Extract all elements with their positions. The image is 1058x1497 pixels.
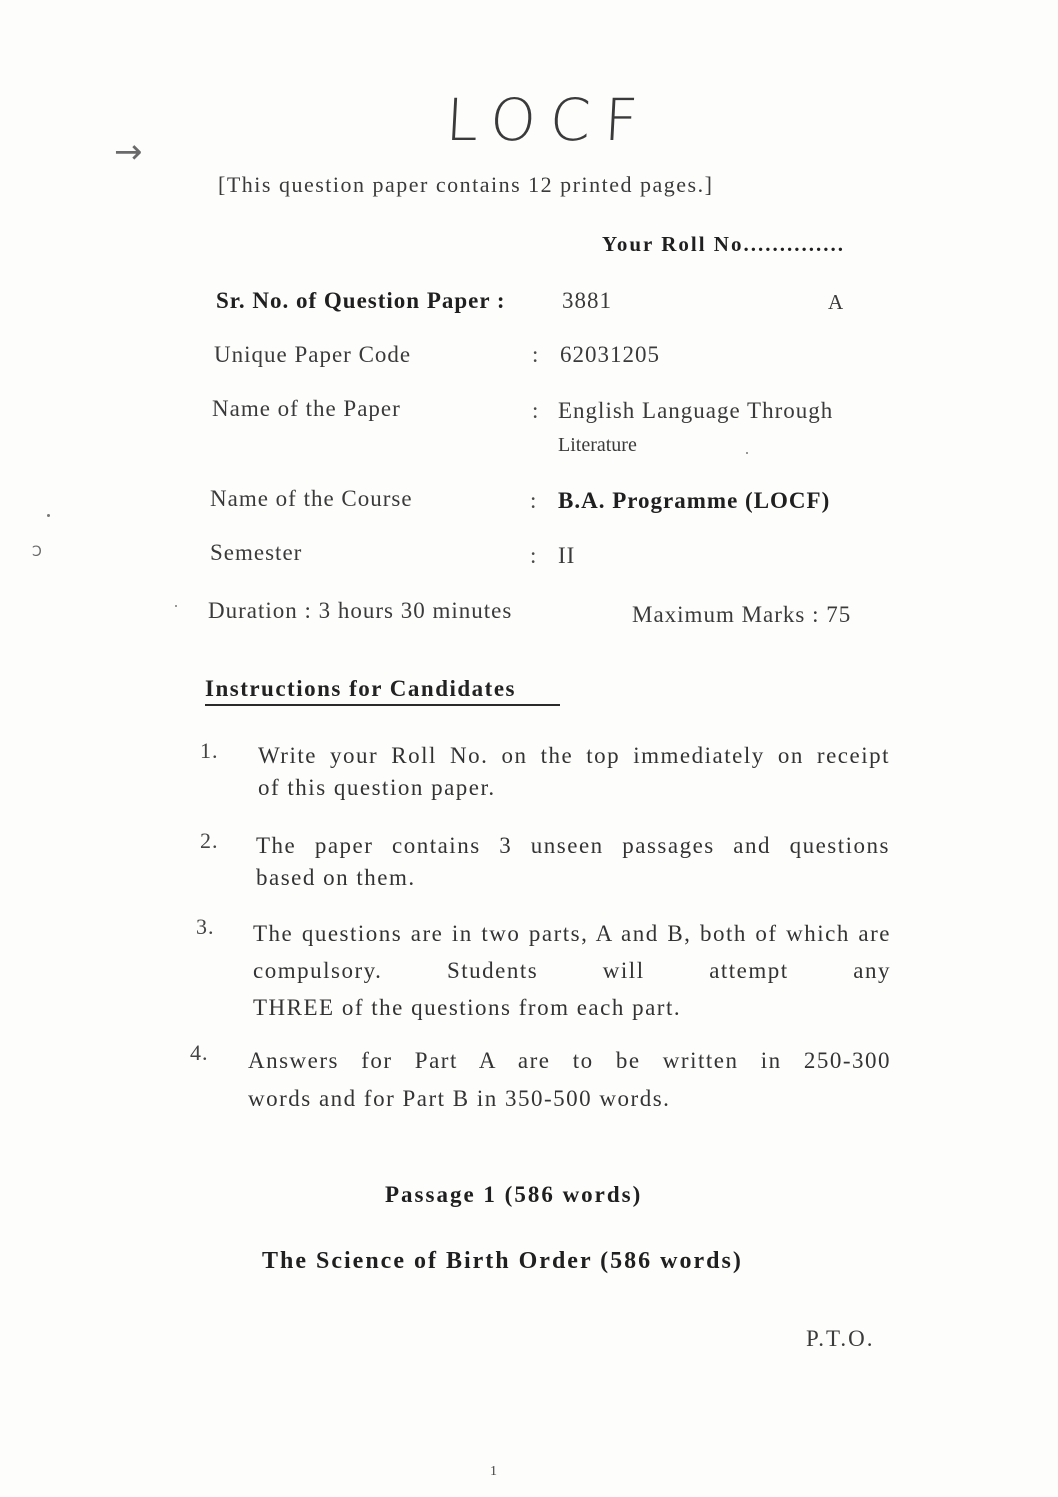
heading-underline [205,704,560,706]
course-name-label: Name of the Course [210,486,413,511]
sr-no-label: Sr. No. of Question Paper : [216,288,506,313]
instruction-line: which are compulsory. Students will attempt any [253,921,891,983]
instruction-line: based on them. [256,865,416,890]
colon: : [530,543,537,568]
instruction-number: 4. [190,1040,209,1065]
instruction-line: of this question paper. [258,775,496,800]
unique-code-label: Unique Paper Code [214,342,412,367]
instruction-line: words and for Part B in 350-500 words. [248,1086,671,1111]
handwritten-header: LOCF [444,86,654,154]
margin-mark: Ↄ [32,544,42,560]
paper-name-value: English Language Through [558,398,834,423]
passage-title: Passage 1 (586 words) [385,1182,643,1207]
colon: : [532,398,539,423]
maximum-marks: Maximum Marks : 75 [632,602,852,627]
scan-speck [175,605,177,607]
instruction-item [258,740,890,804]
paper-name-value-cont: Literature [558,434,637,456]
scan-speck [746,452,748,454]
pto-note: P.T.O. [806,1326,875,1351]
instruction-number: 1. [200,738,219,763]
instruction-line: The questions are in two parts, A and B, both of [253,921,778,946]
scan-speck [47,514,50,517]
roll-number-field: Your Roll No.............. [602,232,845,256]
instruction-number: 2. [200,828,219,853]
instruction-item [256,830,890,894]
duration: Duration : 3 hours 30 minutes [208,598,513,623]
margin-arrow-mark: → [114,132,143,172]
instruction-line: Answers for Part A are to be written in 250-300 [248,1048,891,1073]
course-name-value: B.A. Programme (LOCF) [558,488,831,513]
instructions-heading: Instructions for Candidates [205,676,516,701]
instruction-line: Write your Roll No. on the top immediately on receipt [258,743,890,768]
semester-value: II [558,543,576,568]
instruction-item [248,1042,891,1118]
passage-subtitle: The Science of Birth Order (586 words) [262,1248,743,1274]
colon: : [532,342,539,367]
instruction-item [253,915,891,1026]
colon: : [530,488,537,513]
sr-no-value: 3881 [562,288,612,313]
instruction-line: THREE of the questions from each part. [253,995,682,1020]
instruction-number: 3. [196,914,215,939]
paper-set: A [828,290,845,314]
paper-name-label: Name of the Paper [212,396,401,421]
page-number: 1 [490,1464,497,1479]
semester-label: Semester [210,540,303,565]
instruction-line: The paper contains 3 unseen passages and questions [256,833,890,858]
unique-code-value: 62031205 [560,342,660,367]
page-count-note: [This question paper contains 12 printed pages.] [218,172,714,197]
